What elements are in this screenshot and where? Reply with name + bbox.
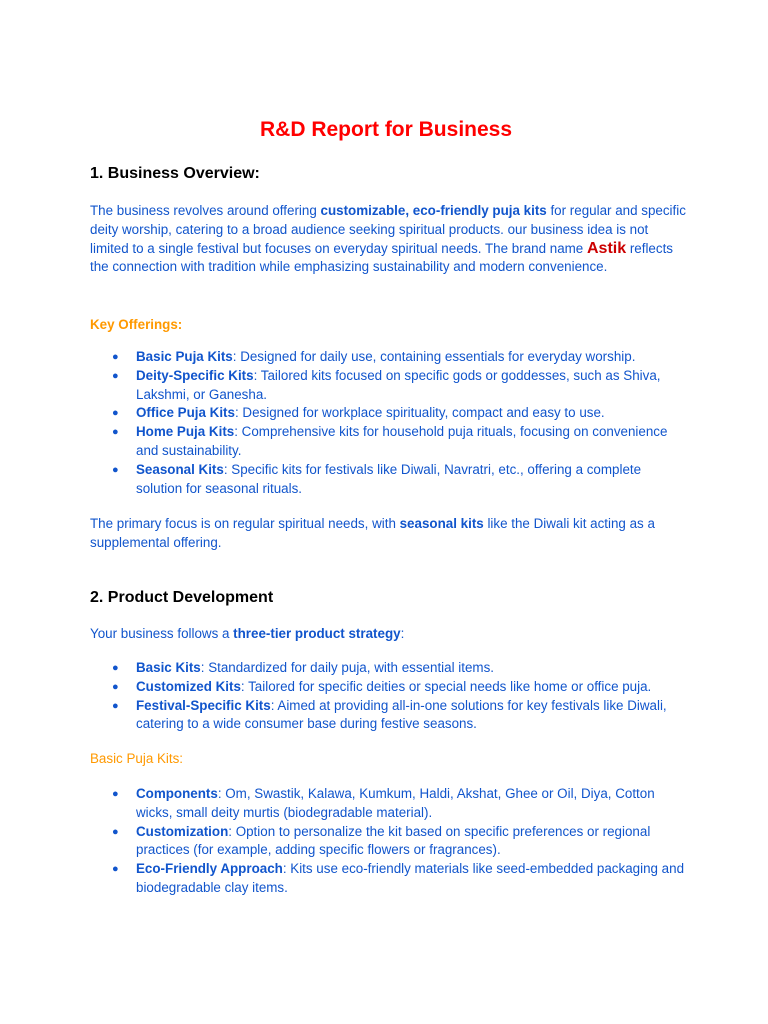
list-item-term: Seasonal Kits bbox=[136, 461, 224, 477]
list-item bbox=[90, 423, 690, 461]
list-item bbox=[90, 348, 690, 367]
basic-puja-kits-list bbox=[90, 785, 690, 898]
bold-text: customizable, eco-friendly puja kits bbox=[320, 203, 547, 218]
list-item-desc: : Tailored kits focused on specific gods or goddesses, such as Shiva, Lakshmi, or Ganesha. bbox=[136, 367, 661, 402]
list-item-term: Basic Puja Kits bbox=[136, 349, 233, 364]
key-offerings-list bbox=[90, 348, 690, 498]
section-heading-product-development: 2. Product Development bbox=[90, 589, 274, 606]
list-item bbox=[90, 404, 690, 423]
text-run: The business revolves around offering bbox=[90, 203, 321, 218]
page-title: R&D Report for Business bbox=[259, 118, 513, 141]
list-item-term: Customized Kits bbox=[136, 678, 241, 694]
text-run: Your business follows a bbox=[90, 626, 234, 641]
bullet-icon: ● bbox=[112, 680, 119, 693]
business-overview-paragraph bbox=[90, 202, 690, 277]
list-item-term: Office Puja Kits bbox=[136, 405, 235, 421]
bullet-icon: ● bbox=[112, 407, 119, 420]
text-run: for regular and specific deity worship, catering to a broad audience seeking spiritual products. our business idea is not limited to a single festival but focuses on everyday spiritual needs. The brand name bbox=[90, 203, 686, 256]
list-item-desc: : Kits use eco-friendly materials like seed-embedded packaging and biodegradable clay items. bbox=[136, 861, 685, 895]
list-item bbox=[90, 659, 690, 678]
basic-puja-kits-label: Basic Puja Kits: bbox=[90, 751, 184, 766]
bullet-icon: ● bbox=[112, 788, 119, 800]
list-item-term: Eco-Friendly Approach bbox=[136, 861, 283, 877]
list-item bbox=[90, 860, 690, 898]
list-item-term: Festival-Specific Kits bbox=[136, 697, 271, 713]
bullet-icon: ● bbox=[112, 699, 119, 712]
section-heading-business-overview: 1. Business Overview: bbox=[90, 165, 260, 182]
bullet-icon: ● bbox=[112, 863, 119, 876]
list-item bbox=[90, 785, 690, 823]
list-item-desc: : Om, Swastik, Kalawa, Kumkum, Haldi, Akshat, Ghee or Oil, Diya, Cotton wicks, small deity murtis (biodegradable material). bbox=[136, 786, 655, 820]
bold-text: seasonal kits bbox=[399, 516, 484, 531]
bullet-icon: ● bbox=[112, 351, 119, 363]
list-item-term: Basic Kits bbox=[136, 660, 201, 675]
list-item-term: Deity-Specific Kits bbox=[136, 367, 254, 383]
bullet-icon: ● bbox=[112, 825, 119, 838]
list-item bbox=[90, 823, 690, 861]
product-tiers-list bbox=[90, 659, 690, 734]
text-run: reflects the connection with tradition while emphasizing sustainability and modern convenience. bbox=[90, 240, 673, 275]
list-item-term: Components bbox=[136, 786, 218, 801]
product-strategy-paragraph bbox=[90, 625, 690, 644]
list-item-desc: : Option to personalize the kit based on specific preferences or regional practices (for example, adding specific flowers or fragrances). bbox=[136, 823, 651, 858]
list-item-desc: : Specific kits for festivals like Diwali, Navratri, etc., offering a complete solution for seasonal rituals. bbox=[136, 461, 642, 496]
list-item-desc: : Comprehensive kits for household puja rituals, focusing on convenience and sustainability. bbox=[136, 424, 668, 458]
bullet-icon: ● bbox=[112, 463, 119, 476]
list-item-term: Customization bbox=[136, 823, 229, 839]
bullet-icon: ● bbox=[112, 426, 119, 439]
list-item bbox=[90, 461, 690, 499]
bullet-icon: ● bbox=[112, 369, 119, 382]
list-item-desc: : Standardized for daily puja, with essential items. bbox=[200, 660, 495, 675]
text-run: The primary focus is on regular spiritual needs, with bbox=[90, 516, 400, 531]
bullet-icon: ● bbox=[112, 662, 119, 674]
list-item-desc: : Aimed at providing all-in-one solutions for key festivals like Diwali, catering to a wide consumer base during festive seasons. bbox=[136, 697, 667, 732]
list-item bbox=[90, 367, 690, 405]
list-item-desc: : Designed for workplace spirituality, compact and easy to use. bbox=[234, 405, 605, 421]
list-item bbox=[90, 678, 690, 697]
list-item-desc: : Tailored for specific deities or special needs like home or office puja. bbox=[240, 678, 652, 694]
primary-focus-paragraph bbox=[90, 515, 690, 553]
list-item-desc: : Designed for daily use, containing essentials for everyday worship. bbox=[232, 349, 636, 364]
key-offerings-label: Key Offerings: bbox=[90, 317, 183, 332]
text-run: : bbox=[400, 626, 405, 641]
list-item-term: Home Puja Kits bbox=[136, 424, 235, 440]
list-item bbox=[90, 697, 690, 735]
text-run: like the Diwali kit acting as a supplemental offering. bbox=[90, 516, 655, 550]
bold-text: three-tier product strategy bbox=[233, 626, 401, 641]
brand-name: Astik bbox=[586, 239, 627, 257]
